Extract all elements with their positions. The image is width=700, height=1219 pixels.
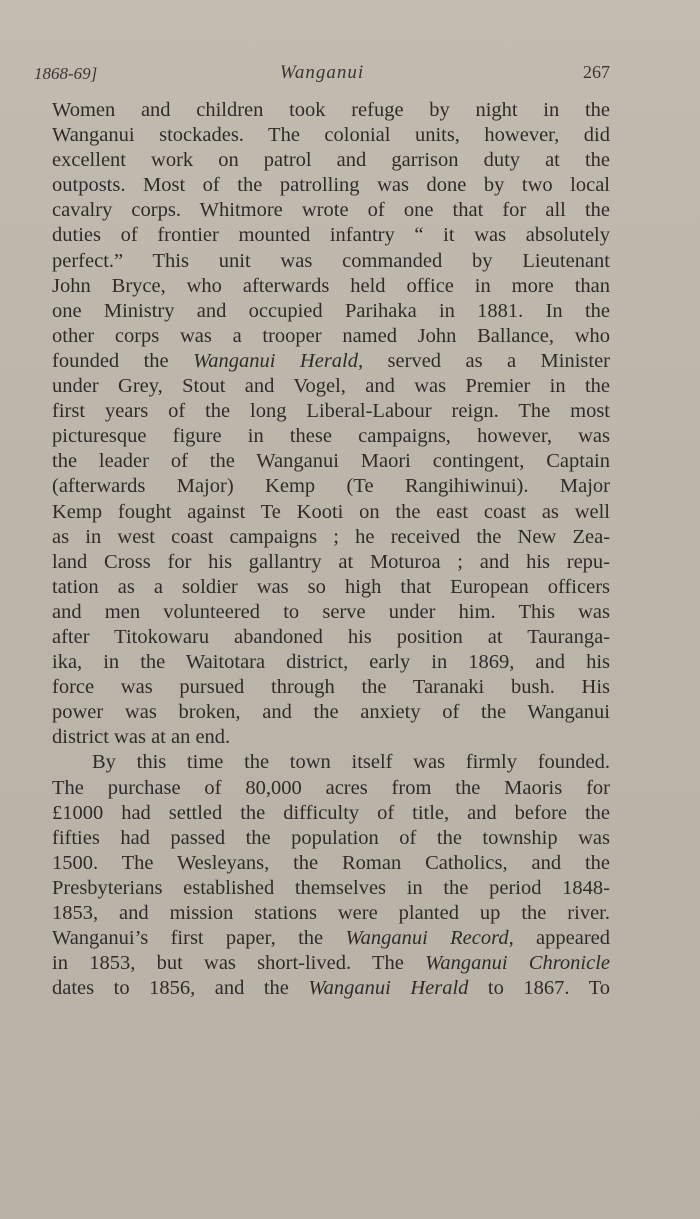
text-line bbox=[52, 223, 610, 248]
text-line bbox=[52, 98, 610, 123]
italic-title: Wanganui Record, bbox=[345, 927, 514, 950]
text-segment: after Titokowaru abandoned his position at Tauranga- bbox=[52, 625, 610, 648]
text-line bbox=[52, 650, 610, 675]
text-segment: duties of frontier mounted infantry “ it was absolutely bbox=[52, 224, 610, 247]
text-line bbox=[52, 700, 610, 725]
running-head-title: Wanganui bbox=[279, 62, 365, 83]
text-line bbox=[52, 173, 610, 198]
text-segment: served as a Minister bbox=[363, 349, 610, 372]
text-segment: By this time the town itself was firmly founded. bbox=[92, 751, 610, 774]
text-segment: Wanganui’s first paper, the bbox=[52, 927, 346, 950]
text-segment: Women and children took refuge by night in the bbox=[52, 99, 610, 121]
text-line bbox=[52, 500, 610, 525]
text-line bbox=[52, 399, 610, 424]
text-segment: as in west coast campaigns ; he received the New Zea- bbox=[52, 525, 610, 548]
text-line bbox=[52, 575, 610, 600]
text-segment: founded the bbox=[52, 349, 194, 372]
text-line bbox=[52, 550, 610, 575]
text-line bbox=[52, 198, 610, 223]
text-line bbox=[52, 274, 610, 299]
text-segment: cavalry corps. Whitmore wrote of one that for all the bbox=[52, 199, 610, 222]
running-head-dates: 1868-69] bbox=[34, 64, 98, 83]
text-segment: £1000 had settled the difficulty of title, and before the bbox=[52, 801, 610, 824]
text-segment: force was pursued through the Taranaki bush. His bbox=[52, 676, 610, 699]
text-line bbox=[52, 349, 610, 374]
text-segment: perfect.” This unit was commanded by Lieutenant bbox=[52, 249, 610, 272]
running-head bbox=[34, 62, 610, 86]
text-segment: one Ministry and occupied Parihaka in 1881. In the bbox=[52, 299, 610, 322]
text-segment: land Cross for his gallantry at Moturoa ; and his repu- bbox=[52, 550, 610, 573]
italic-title: Wanganui Chronicle bbox=[425, 952, 610, 975]
page-number: 267 bbox=[583, 62, 610, 82]
text-segment: in 1853, but was short-lived. The bbox=[52, 952, 426, 975]
text-line bbox=[52, 675, 610, 700]
text-segment: the leader of the Wanganui Maori contingent, Captain bbox=[52, 450, 610, 473]
text-segment: 1853, and mission stations were planted up the river. bbox=[52, 902, 610, 924]
text-segment: dates to 1856, and the bbox=[52, 977, 309, 1000]
text-line bbox=[52, 725, 610, 750]
italic-title: Wanganui Herald bbox=[308, 977, 469, 1000]
text-segment: and men volunteered to serve under him. This was bbox=[52, 600, 610, 623]
text-line bbox=[52, 901, 610, 926]
text-line bbox=[52, 374, 610, 399]
text-line bbox=[52, 801, 610, 826]
text-line bbox=[52, 851, 610, 876]
text-segment: excellent work on patrol and garrison duty at the bbox=[52, 149, 610, 172]
text-segment: John Bryce, who afterwards held office in more than bbox=[52, 274, 610, 297]
text-line bbox=[52, 826, 610, 851]
text-segment: outposts. Most of the patrolling was done by two local bbox=[52, 174, 610, 197]
text-segment: Presbyterians established themselves in the period 1848- bbox=[52, 876, 610, 899]
text-line bbox=[52, 876, 610, 901]
italic-title: Wanganui Herald, bbox=[193, 349, 364, 372]
text-line bbox=[52, 474, 610, 499]
text-line bbox=[52, 249, 610, 274]
text-segment: appeared bbox=[513, 927, 611, 950]
text-segment: other corps was a trooper named John Ballance, who bbox=[52, 324, 610, 347]
text-segment: tation as a soldier was so high that European officers bbox=[52, 575, 610, 598]
text-segment: 1500. The Wesleyans, the Roman Catholics, and the bbox=[52, 851, 610, 874]
text-line bbox=[52, 148, 610, 173]
text-segment: district was at an end. bbox=[52, 726, 231, 749]
text-segment: picturesque figure in these campaigns, however, was bbox=[52, 425, 610, 448]
text-segment: power was broken, and the anxiety of the Wanganui bbox=[52, 701, 610, 724]
text-line bbox=[52, 299, 610, 324]
text-segment: under Grey, Stout and Vogel, and was Premier in the bbox=[52, 375, 610, 398]
text-segment: fifties had passed the population of the township was bbox=[52, 826, 610, 849]
text-line bbox=[52, 926, 610, 951]
text-segment: (afterwards Major) Kemp (Te Rangihiwinui). Major bbox=[52, 475, 610, 498]
text-segment: to 1867. To bbox=[468, 977, 610, 1000]
text-line bbox=[52, 424, 610, 449]
text-line bbox=[52, 951, 610, 976]
text-segment: ika, in the Waitotara district, early in 1869, and his bbox=[52, 651, 610, 674]
text-line bbox=[52, 600, 610, 625]
text-segment: Wanganui stockades. The colonial units, however, did bbox=[52, 124, 610, 147]
text-line bbox=[52, 123, 610, 148]
text-line bbox=[52, 750, 610, 775]
text-line bbox=[52, 776, 610, 801]
text-segment: first years of the long Liberal-Labour reign. The most bbox=[52, 400, 610, 423]
text-line bbox=[52, 449, 610, 474]
text-line bbox=[52, 976, 610, 1001]
body-text bbox=[52, 98, 610, 1001]
text-segment: Kemp fought against Te Kooti on the east coast as well bbox=[52, 500, 610, 523]
text-line bbox=[52, 625, 610, 650]
text-segment: The purchase of 80,000 acres from the Maoris for bbox=[52, 776, 610, 799]
text-line bbox=[52, 324, 610, 349]
text-line bbox=[52, 525, 610, 550]
